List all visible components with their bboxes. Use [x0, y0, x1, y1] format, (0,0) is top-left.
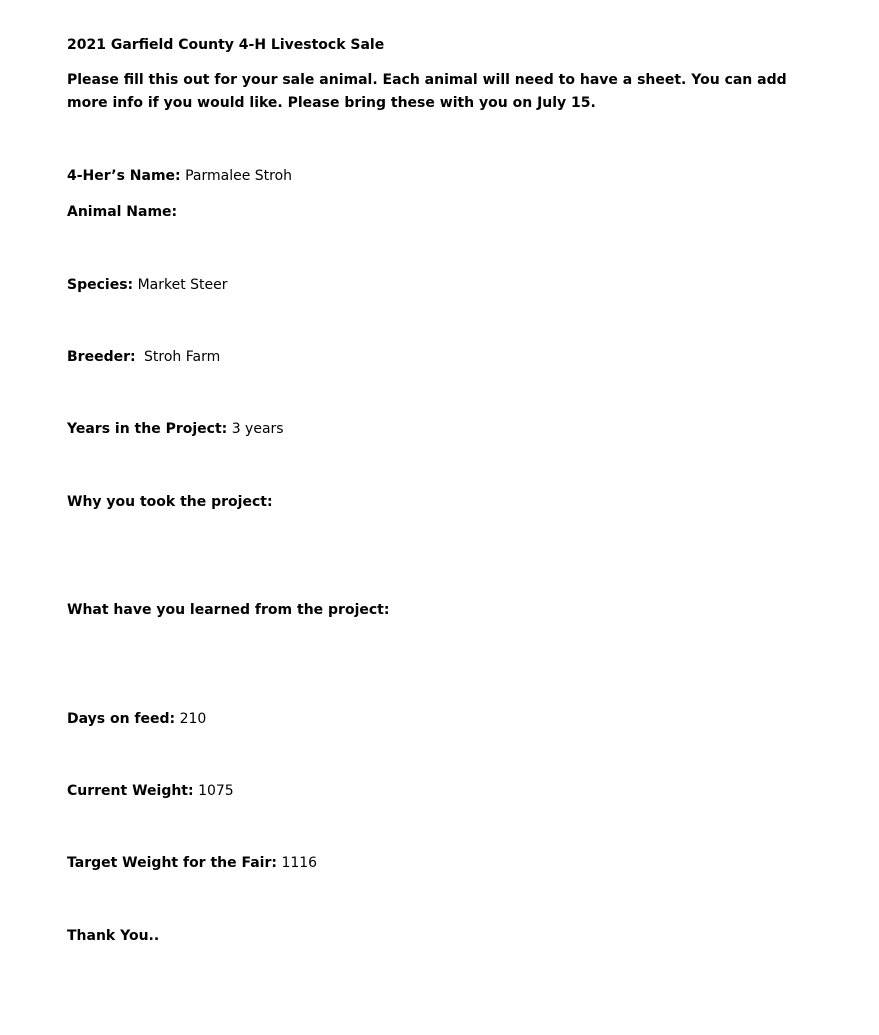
- field-why-project: [67, 490, 273, 514]
- field-breeder: [67, 345, 220, 369]
- field-value: Market Steer: [137, 277, 228, 293]
- field-label: What have you learned from the project:: [67, 602, 390, 618]
- field-current-weight: [67, 779, 234, 803]
- field-days-on-feed: [67, 707, 206, 731]
- field-label: Why you took the project:: [67, 494, 273, 510]
- field-species: [67, 273, 228, 297]
- field-label: 4-Her’s Name:: [67, 168, 181, 184]
- instructions-text: Please fill this out for your sale animal. Each animal will need to have a sheet. You can add more info if you would like. Please bring these with you on July 15.: [67, 72, 787, 111]
- field-label: Years in the Project:: [67, 421, 228, 437]
- document-title: 2021 Garfield County 4-H Livestock Sale: [67, 37, 385, 53]
- field-value: 1116: [281, 855, 318, 871]
- field-label: Days on feed:: [67, 711, 176, 727]
- field-value: Stroh Farm: [144, 349, 221, 365]
- field-target-weight: [67, 851, 317, 875]
- field-value: 1075: [198, 783, 234, 799]
- field-animal-name: [67, 200, 177, 224]
- field-label: Animal Name:: [67, 204, 178, 220]
- field-value: 3 years: [231, 421, 284, 437]
- field-label: Species:: [67, 277, 134, 293]
- closing-text: Thank You..: [67, 928, 160, 944]
- field-label: Current Weight:: [67, 783, 194, 799]
- field-value: 210: [179, 711, 207, 727]
- field-value: Parmalee Stroh: [185, 168, 293, 184]
- field-label: Breeder:: [67, 349, 136, 365]
- field-years-in-project: [67, 417, 284, 441]
- field-learned: [67, 598, 389, 622]
- field-label: Target Weight for the Fair:: [67, 855, 277, 871]
- field-4her-name: [67, 164, 292, 188]
